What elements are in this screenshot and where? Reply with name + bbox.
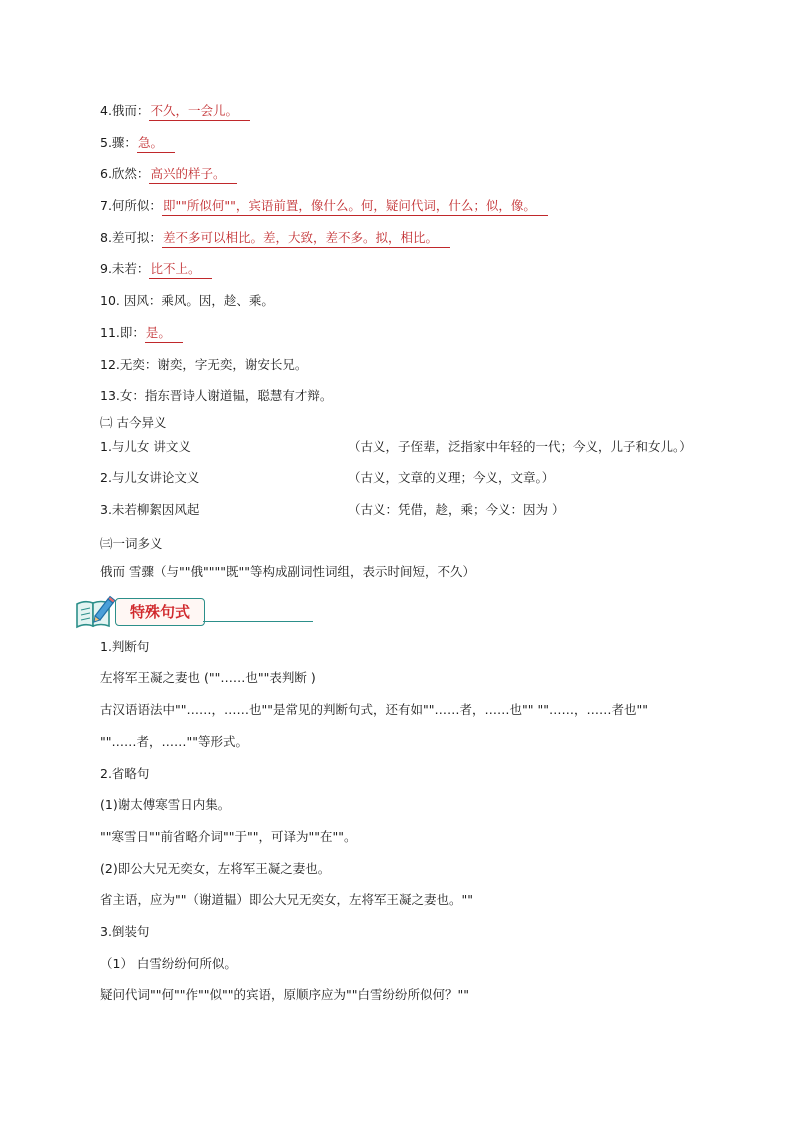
vocab-answer: 即""所似何""，宾语前置，像什么。何，疑问代词，什么；似，像。: [162, 198, 548, 216]
gujin-item: [100, 501, 565, 519]
gujin-term: 1.与儿女 讲文义: [100, 439, 191, 454]
vocab-term: 7.何所似：: [100, 198, 162, 213]
vocab-line: [100, 165, 237, 183]
gujin-item: [100, 438, 692, 456]
sentence-line: (2)即公大兄无奕女，左将军王凝之妻也。: [100, 861, 331, 876]
banner-title: 特殊句式: [129, 603, 190, 621]
vocab-term: 5.骤：: [100, 135, 137, 150]
sentence-line: ""……者，……""等形式。: [100, 734, 248, 749]
section-heading: ㈡ 古今异义: [100, 415, 167, 430]
vocab-line: [100, 292, 274, 310]
sentence-line: ""寒雪日""前省略介词""于""，可译为""在""。: [100, 829, 357, 844]
section-banner: [73, 594, 233, 630]
section-heading: ㈢一词多义: [100, 536, 163, 551]
gujin-term: 2.与儿女讲论文义: [100, 470, 200, 485]
vocab-term: 9.未若：: [100, 261, 150, 276]
vocab-term: 11.即：: [100, 325, 145, 340]
gujin-note: （古义，文章的义理；今义，文章。）: [348, 470, 555, 485]
gujin-term: 3.未若柳絮因风起: [100, 502, 200, 517]
banner-rule: [203, 621, 313, 622]
banner-box: [115, 598, 205, 626]
sentence-line: 省主语，应为""（谢道韫）即公大兄无奕女，左将军王凝之妻也。"": [100, 892, 473, 907]
vocab-term: 10. 因风：乘风。因，趁、乘。: [100, 293, 274, 308]
vocab-answer: 差不多可以相比。差，大致，差不多。拟，相比。: [162, 230, 450, 248]
vocab-term: 12.无奕：谢奕，字无奕，谢安长兄。: [100, 357, 308, 372]
sentence-heading: 3.倒装句: [100, 924, 150, 939]
sentence-line: 疑问代词""何""作""似""的宾语，原顺序应为""白雪纷纷所似何？"": [100, 987, 469, 1002]
vocab-line: [100, 197, 548, 215]
vocab-line: [100, 102, 250, 120]
vocab-term: 13.女：指东晋诗人谢道韫，聪慧有才辩。: [100, 388, 333, 403]
gujin-note: （古义：凭借，趁，乘；今义：因为 ）: [348, 502, 565, 517]
vocab-term: 4.俄而：: [100, 103, 150, 118]
vocab-line: [100, 356, 307, 374]
vocab-answer: 比不上。: [149, 261, 212, 279]
vocab-answer: 高兴的样子。: [149, 166, 237, 184]
gujin-item: [100, 469, 555, 487]
vocab-answer: 急。: [137, 135, 175, 153]
gujin-note: （古义，子侄辈，泛指家中年轻的一代；今义，儿子和女儿。）: [348, 439, 692, 454]
sentence-line: 左将军王凝之妻也 (""……也""表判断 ): [100, 670, 316, 685]
sentence-line: （1） 白雪纷纷何所似。: [100, 956, 237, 971]
vocab-term: 8.差可拟：: [100, 230, 162, 245]
vocab-term: 6.欣然：: [100, 166, 150, 181]
vocab-line: [100, 324, 183, 342]
sentence-line: 古汉语语法中""……，……也""是常见的判断句式，还有如""……者，……也"" ""……，……者也"": [100, 702, 648, 717]
sentence-heading: 1.判断句: [100, 639, 150, 654]
vocab-line: [100, 229, 450, 247]
vocab-line: [100, 260, 212, 278]
vocab-line: [100, 134, 175, 152]
vocab-answer: 不久，一会儿。: [149, 103, 250, 121]
sentence-heading: 2.省略句: [100, 766, 150, 781]
notebook-pencil-icon: [73, 594, 119, 630]
sentence-line: (1)谢太傅寒雪日内集。: [100, 797, 231, 812]
vocab-answer: 是。: [145, 325, 183, 343]
vocab-line: [100, 387, 332, 405]
duoyi-line: 俄而 雪骤（与""俄""""既""等构成副词性词组，表示时间短，不久）: [100, 564, 475, 579]
